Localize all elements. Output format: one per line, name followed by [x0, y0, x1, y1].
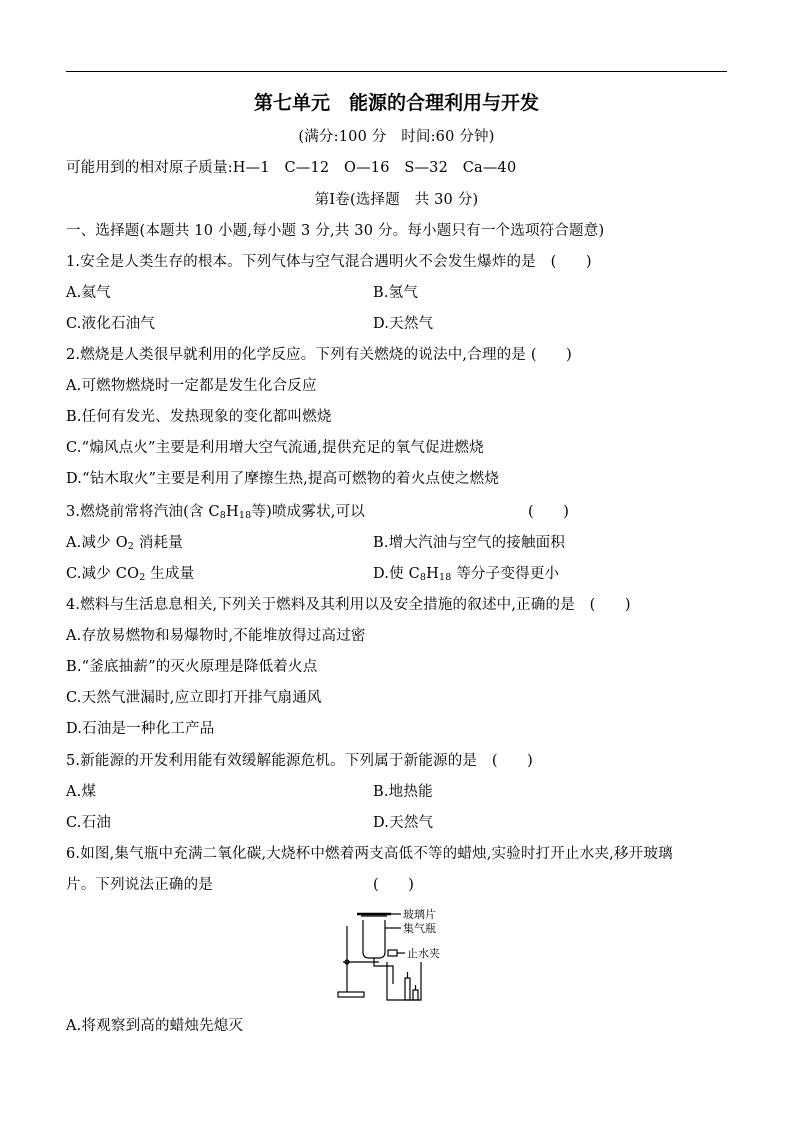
question-3-option-d-text: 等分子变得更小	[451, 566, 560, 582]
question-3-option-c-text: 生成量	[145, 566, 195, 582]
question-3-option-a	[66, 533, 183, 553]
question-3-option-c-text: C.减少 CO	[66, 566, 140, 582]
question-2-option-a: A.可燃物燃烧时一定都是发生化合反应	[66, 378, 317, 394]
section-heading: 第Ⅰ卷(选择题 共 30 分)	[314, 192, 479, 208]
atomic-masses: 可能用到的相对原子质量:H—1 C—12 O—16 S—32 Ca—40	[66, 160, 517, 176]
question-5-option-b: B.地热能	[373, 784, 433, 800]
question-1-stem: 1.安全是人类生存的根本。下列气体与空气混合遇明火不会发生爆炸的是 ( )	[66, 254, 592, 270]
question-3-option-d-sub: 18	[439, 572, 452, 583]
stop-clip	[388, 950, 397, 956]
question-3-answer-paren: ( )	[528, 504, 570, 520]
question-3-option-a-sub: 2	[127, 541, 135, 552]
question-1-option-a: A.氦气	[66, 285, 111, 301]
question-6-option-a: A.将观察到高的蜡烛先熄灭	[66, 1018, 244, 1034]
stand-base	[338, 992, 364, 997]
page-title: 第七单元 能源的合理利用与开发	[253, 92, 539, 114]
question-3-option-a-text: 消耗量	[134, 535, 183, 551]
question-1-option-d: D.天然气	[373, 316, 434, 332]
question-1-option-c: C.液化石油气	[66, 316, 156, 332]
figure-label-stop-clip: 止水夹	[407, 947, 440, 960]
question-1-option-b: B.氢气	[373, 285, 419, 301]
experiment-apparatus-figure	[333, 900, 463, 1004]
question-5-stem: 5.新能源的开发利用能有效缓解能源危机。下列属于新能源的是 ( )	[66, 753, 533, 769]
question-6-stem-line-2: 片。下列说法正确的是	[66, 877, 213, 893]
question-3-option-d-text: D.使 C	[373, 566, 420, 582]
question-3-option-c	[66, 564, 194, 584]
question-2-stem: 2.燃烧是人类很早就利用的化学反应。下列有关燃烧的说法中,合理的是 ( )	[66, 347, 572, 363]
question-5-option-d: D.天然气	[373, 815, 434, 831]
beaker	[387, 962, 421, 1000]
question-3-option-b: B.增大汽油与空气的接触面积	[373, 535, 566, 551]
question-3-option-a-text: A.减少 O	[66, 535, 128, 551]
question-4-stem: 4.燃料与生活息息相关,下列关于燃料及其利用以及安全措施的叙述中,正确的是 ( )	[66, 597, 631, 613]
question-2-option-c: C.“煽风点火”主要是利用增大空气流通,提供充足的氧气促进燃烧	[66, 440, 484, 456]
question-3-stem	[66, 502, 365, 522]
question-3-stem-pre: 3.燃烧前常将汽油(含 C	[66, 504, 220, 520]
question-5-option-c: C.石油	[66, 815, 111, 831]
question-3-stem-sub: 8	[219, 510, 227, 521]
top-rule	[66, 71, 727, 72]
figure-label-gas-jar: 集气瓶	[403, 922, 436, 935]
question-3-option-d-sub: 8	[419, 572, 427, 583]
question-3-option-d	[373, 564, 559, 584]
question-5-option-a: A.煤	[66, 784, 97, 800]
question-3-option-d-text: H	[426, 566, 440, 582]
question-4-option-c: C.天然气泄漏时,应立即打开排气扇通风	[66, 690, 322, 706]
short-candle	[413, 990, 418, 1000]
question-2-option-d: D.“钻木取火”主要是利用了摩擦生热,提高可燃物的着火点使之燃烧	[66, 471, 500, 487]
question-3-option-c-sub: 2	[139, 572, 146, 583]
gas-jar	[363, 920, 385, 958]
question-3-stem-sub: 18	[238, 510, 252, 521]
tall-candle	[405, 978, 410, 1000]
question-4-option-a: A.存放易燃物和易爆物时,不能堆放得过高过密	[66, 628, 366, 644]
question-6-answer-paren: ( )	[373, 877, 415, 893]
question-4-option-b: B.“釜底抽薪”的灭火原理是降低着火点	[66, 659, 318, 675]
question-4-option-d: D.石油是一种化工产品	[66, 721, 215, 737]
section-instructions: 一、选择题(本题共 10 小题,每小题 3 分,共 30 分。每小题只有一个选项符合题意)	[66, 223, 605, 239]
question-3-stem-mid: H	[226, 504, 239, 520]
question-3-stem-post: 等)喷成雾状,可以	[251, 504, 365, 520]
exam-meta: (满分:100 分 时间:60 分钟)	[298, 129, 495, 145]
figure-label-glass-slide: 玻璃片	[403, 908, 436, 921]
question-2-option-b: B.任何有发光、发热现象的变化都叫燃烧	[66, 409, 332, 425]
question-6-stem-line-1: 6.如图,集气瓶中充满二氧化碳,大烧杯中燃着两支高低不等的蜡烛,实验时打开止水夹,移开玻璃	[66, 846, 673, 862]
